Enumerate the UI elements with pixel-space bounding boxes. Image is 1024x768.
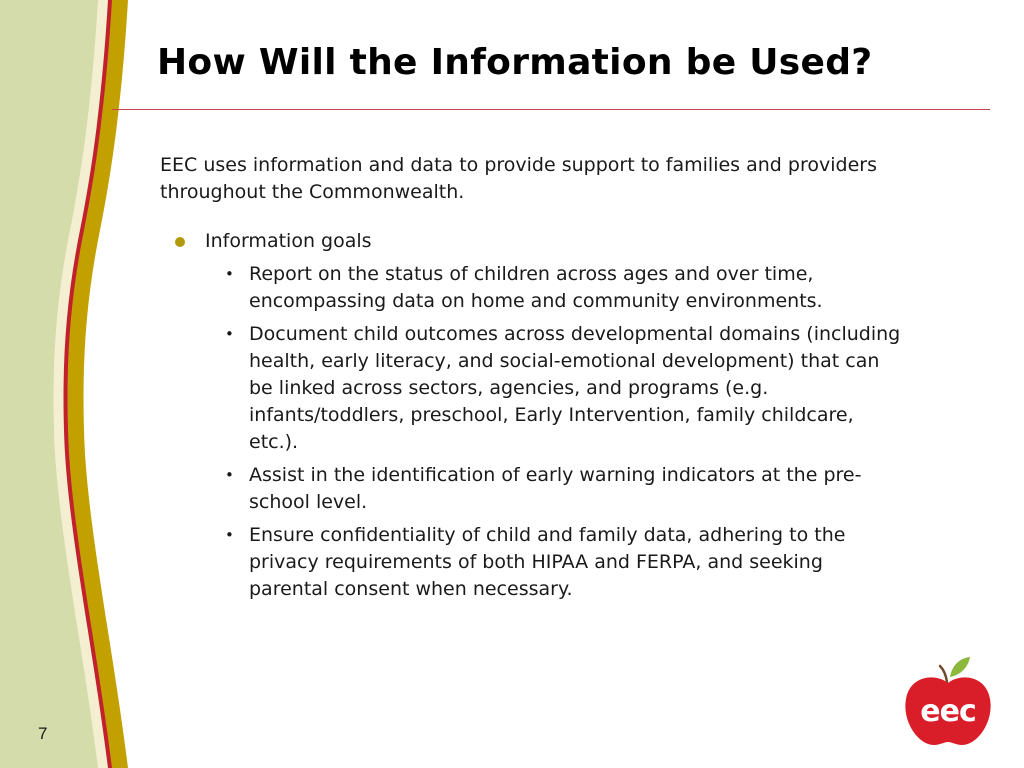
- decorative-left-band: [0, 0, 140, 768]
- goal-text: Ensure confidentiality of child and family data, adhering to the privacy requirements of both HIPAA and FERPA, and seeking parental consent when necessary.: [249, 524, 846, 600]
- goal-item: [172, 261, 902, 315]
- slide-title: How Will the Information be Used?: [157, 42, 873, 83]
- title-divider: [112, 109, 990, 110]
- goal-text: Document child outcomes across developmental domains (including health, early literacy, and social-emotional development) that can be linked across sectors, agencies, and programs (e.g. infants/toddlers, preschool, Early Intervention, family childcare, etc.).: [249, 323, 901, 453]
- intro-paragraph: EEC uses information and data to provide support to families and providers throughout the Commonwealth.: [160, 154, 877, 203]
- goal-item: [172, 462, 902, 516]
- goal-list: [172, 261, 902, 603]
- goal-text: Report on the status of children across ages and over time, encompassing data on home and community environments.: [249, 263, 823, 312]
- round-bullet-icon: [175, 237, 185, 247]
- bullet-heading: Information goals: [205, 230, 372, 252]
- page-number: 7: [38, 724, 48, 743]
- eec-apple-logo-icon: [900, 655, 996, 751]
- bullet-information-goals: [172, 228, 902, 255]
- goal-text: Assist in the identification of early warning indicators at the pre-school level.: [249, 464, 862, 513]
- bullet-dot-icon: •: [225, 466, 234, 484]
- goal-item: [172, 321, 902, 456]
- logo-text: eec: [920, 694, 976, 729]
- bullet-dot-icon: •: [225, 265, 234, 283]
- bullet-dot-icon: •: [225, 325, 234, 343]
- goal-item: [172, 522, 902, 603]
- bullet-dot-icon: •: [225, 526, 234, 544]
- information-goals: [172, 228, 902, 609]
